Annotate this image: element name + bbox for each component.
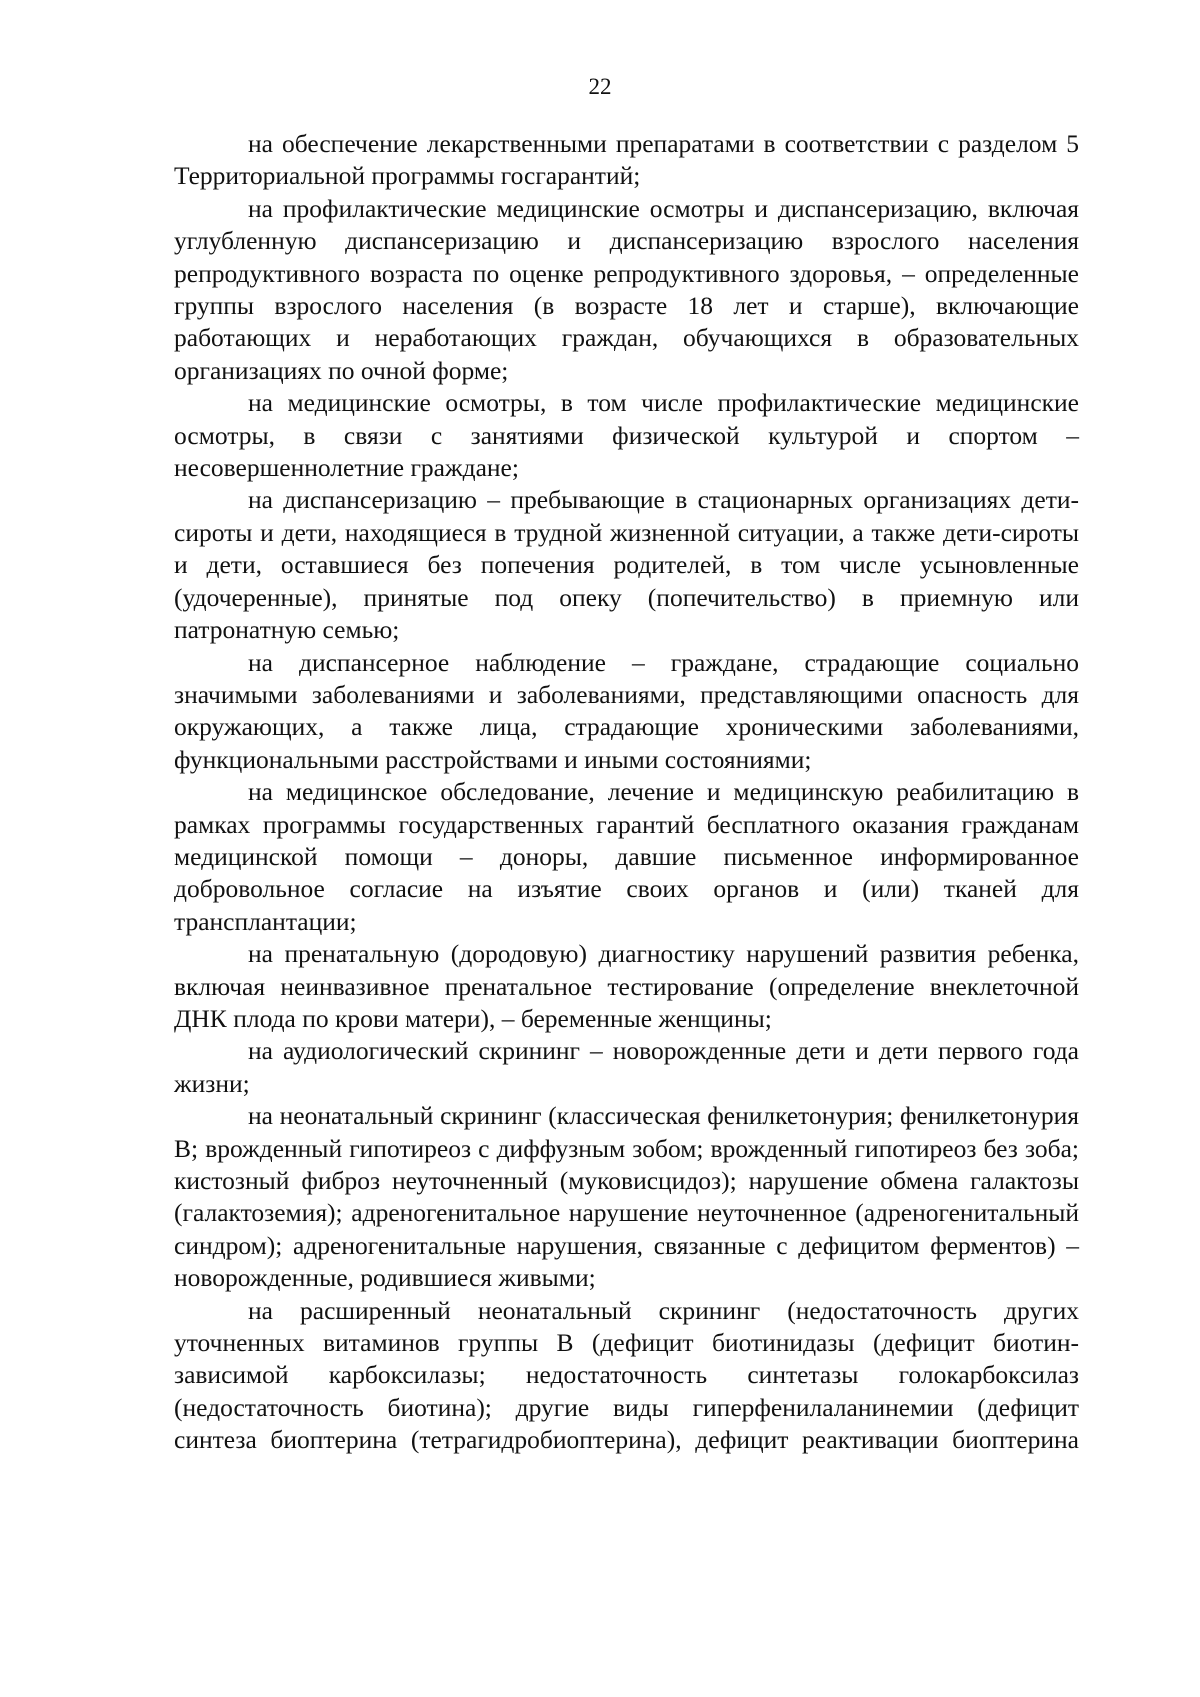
paragraph-extended-neonatal-screening: на расширенный неонатальный скрининг (недостаточность других уточненных витаминов группы В (дефицит биотинидазы (дефицит биотин-зависимой карбоксилазы; недостаточность синтетазы голокарбоксилаз (недостаточность биотина); другие виды гиперфенилаланинемии (дефицит синтеза биоптерина (тетрагидробиоптерина), дефицит реактивации биоптерина (174, 1295, 1079, 1455)
paragraph-medical-examinations: на медицинские осмотры, в том числе профилактические медицинские осмотры, в связи с занятиями физической культурой и спортом – несовершеннолетние граждане; (174, 388, 1079, 483)
paragraph-dispensary-observation: на диспансерное наблюдение – граждане, страдающие социально значимыми заболеваниями и заболеваниями, представляющими опасность для окружающих, а также лица, страдающие хроническими заболеваниями, функциональными расстройствами и иными состояниями; (174, 647, 1079, 774)
paragraph-prenatal-diagnostics: на пренатальную (дородовую) диагностику нарушений развития ребенка, включая неинвазивное пренатальное тестирование (определение внеклеточной ДНК плода по крови матери), – беременные женщины; (174, 939, 1079, 1033)
paragraph-preventive-checkups: на профилактические медицинские осмотры и диспансеризацию, включая углубленную диспансеризацию и диспансеризацию взрослого населения репродуктивного возраста по оценке репродуктивного здоровья, – определенные группы взрослого населения (в возрасте 18 лет и старше), включающие работающих и неработающих граждан, обучающихся в образовательных организациях по очной форме; (174, 193, 1079, 385)
paragraph-medicines: на обеспечение лекарственными препаратами в соответствии с разделом 5 Территориальной программы госгарантий; (174, 129, 1079, 191)
page-number: 22 (588, 74, 612, 99)
paragraph-audiological-screening: на аудиологический скрининг – новорожденные дети и дети первого года жизни; (174, 1036, 1079, 1098)
document-body (174, 128, 1079, 1457)
paragraph-orphans-dispensarization: на диспансеризацию – пребывающие в стационарных организациях дети-сироты и дети, находящиеся в трудной жизненной ситуации, а также дети-сироты и дети, оставшиеся без попечения родителей, в том числе усыновленные (удочеренные), принятые под опеку (попечительство) в приемную или патронатную семью; (174, 485, 1079, 645)
paragraph-donors: на медицинское обследование, лечение и медицинскую реабилитацию в рамках программы государственных гарантий бесплатного оказания гражданам медицинской помощи – доноры, давшие письменное информированное добровольное согласие на изъятие своих органов и (или) тканей для трансплантации; (174, 777, 1079, 936)
paragraph-neonatal-screening: на неонатальный скрининг (классическая фенилкетонурия; фенилкетонурия B; врожденный гипотиреоз с диффузным зобом; врожденный гипотиреоз без зоба; кистозный фиброз неуточненный (муковисцидоз); нарушение обмена галактозы (галактоземия); адреногенитальное нарушение неуточненное (адреногенитальный синдром); адреногенитальные нарушения, связанные с дефицитом ферментов) – новорожденные, родившиеся живыми; (174, 1101, 1079, 1293)
